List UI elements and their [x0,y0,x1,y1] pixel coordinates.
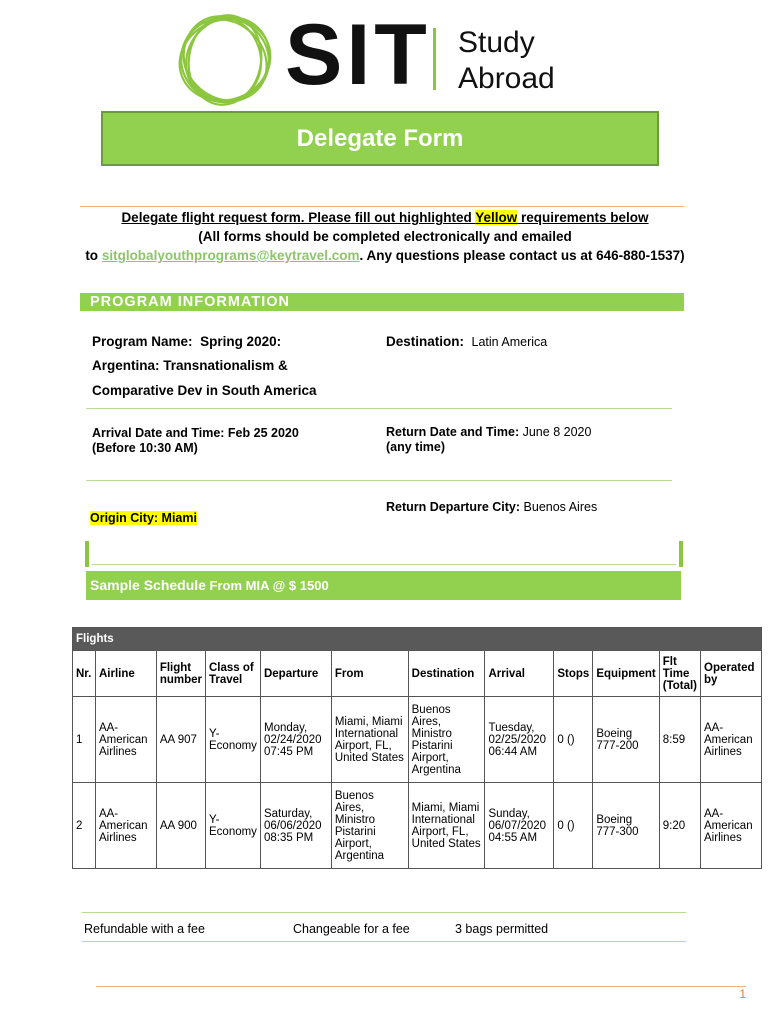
intro-contact: . Any questions please contact us at 646-880-1537) [359,248,685,263]
swirl-logo-icon [175,10,275,110]
col-arrival: Arrival [485,651,554,697]
col-operated-by: Operated by [701,651,762,697]
divider-top [80,206,684,207]
cell-stops: 0 () [554,697,593,783]
col-flt-time: Flt Time (Total) [659,651,700,697]
page-number: 1 [739,987,746,1001]
schedule-title: Sample Schedule [90,577,206,593]
sample-schedule-header [86,571,681,600]
divider-notes-bottom [82,941,686,942]
cell-departure: Monday, 02/24/2020 07:45 PM [260,697,331,783]
cell-nr: 2 [73,783,96,869]
cell-airline: AA- American Airlines [95,697,156,783]
cell-equipment: Boeing 777-200 [593,697,659,783]
return-date-label: Return Date and Time: [386,425,520,439]
cell-operated-by: AA- American Airlines [701,697,762,783]
program-name-field [92,334,281,349]
schedule-price: From MIA @ $ 1500 [205,578,329,593]
return-note: (any time) [386,440,446,454]
cell-flight: AA 907 [156,697,205,783]
program-information-header: PROGRAM INFORMATION [80,293,684,311]
cell-class: Y- Economy [206,783,261,869]
left-marker [85,541,89,567]
page-footer-rule [96,986,746,987]
intro-to: to [85,248,102,263]
return-date-value: June 8 2020 [522,425,592,439]
table-row [73,783,762,869]
logo-word-study: Study [458,26,535,59]
intro-text-end: requirements below [517,210,649,225]
flights-caption: Flights [73,628,762,651]
email-link[interactable]: sitglobalyouthprograms@keytravel.com [101,248,360,263]
cell-arrival: Tuesday, 02/25/2020 06:44 AM [485,697,554,783]
col-from: From [331,651,408,697]
changeable-note: Changeable for a fee [293,922,410,936]
arrival-note: (Before 10:30 AM) [92,441,198,455]
cell-destination: Buenos Aires, Ministro Pistarini Airport, Argentina [408,697,485,783]
col-stops: Stops [554,651,593,697]
destination-field [386,334,547,349]
cell-from: Miami, Miami International Airport, FL, United States [331,697,408,783]
col-equipment: Equipment [593,651,659,697]
cell-equipment: Boeing 777-300 [593,783,659,869]
cell-flight: AA 900 [156,783,205,869]
program-name-line-3: Comparative Dev in South America [92,383,317,398]
sit-study-abroad-logo [175,7,575,110]
col-departure: Departure [260,651,331,697]
bags-note: 3 bags permitted [455,922,549,936]
refundable-note: Refundable with a fee [84,922,205,936]
cell-flt-time: 9:20 [659,783,700,869]
program-name-line-1: Spring 2020: [200,334,282,349]
intro-line-3 [70,248,700,263]
intro-text: Delegate flight request form. Please fill out highlighted [121,210,476,225]
return-city-label: Return Departure City: [386,500,521,514]
flights-table [72,627,762,869]
col-destination: Destination [408,651,485,697]
logo-brand-text: SIT [285,7,431,103]
cell-class: Y- Economy [206,697,261,783]
col-airline: Airline [95,651,156,697]
cell-flt-time: 8:59 [659,697,700,783]
return-city-field [386,500,597,514]
divider-notes-top [82,912,686,913]
right-marker [679,541,683,567]
cell-destination: Miami, Miami International Airport, FL, United States [408,783,485,869]
return-date-field [386,425,591,439]
yellow-highlight-word: Yellow [475,210,518,225]
logo-word-abroad: Abroad [458,62,555,95]
cell-from: Buenos Aires, Ministro Pistarini Airport, Argentina [331,783,408,869]
divider-dates [86,480,672,481]
cell-departure: Saturday, 06/06/2020 08:35 PM [260,783,331,869]
cell-nr: 1 [73,697,96,783]
origin-city-label: Origin City: Miami [90,511,197,525]
return-city-value: Buenos Aires [523,500,598,514]
form-title-box [101,111,659,166]
arrival-field: Arrival Date and Time: Feb 25 2020 [92,426,299,440]
cell-stops: 0 () [554,783,593,869]
divider-schedule [92,564,676,565]
flights-header-row [73,651,762,697]
divider-program [86,408,672,409]
program-name-line-2: Argentina: Transnationalism & [92,358,288,373]
col-class: Class of Travel [206,651,261,697]
destination-value: Latin America [471,335,548,349]
intro-line-2: (All forms should be completed electronically and emailed [198,229,572,244]
table-row [73,697,762,783]
logo-divider [433,28,436,90]
origin-city-field[interactable] [90,511,197,525]
program-name-label: Program Name: [92,334,193,349]
col-flight-number: Flight number [156,651,205,697]
destination-label: Destination: [386,334,465,349]
intro-line-1 [70,210,700,225]
col-nr: Nr. [73,651,96,697]
cell-operated-by: AA- American Airlines [701,783,762,869]
cell-arrival: Sunday, 06/07/2020 04:55 AM [485,783,554,869]
form-title: Delegate Form [296,125,464,152]
cell-airline: AA- American Airlines [95,783,156,869]
